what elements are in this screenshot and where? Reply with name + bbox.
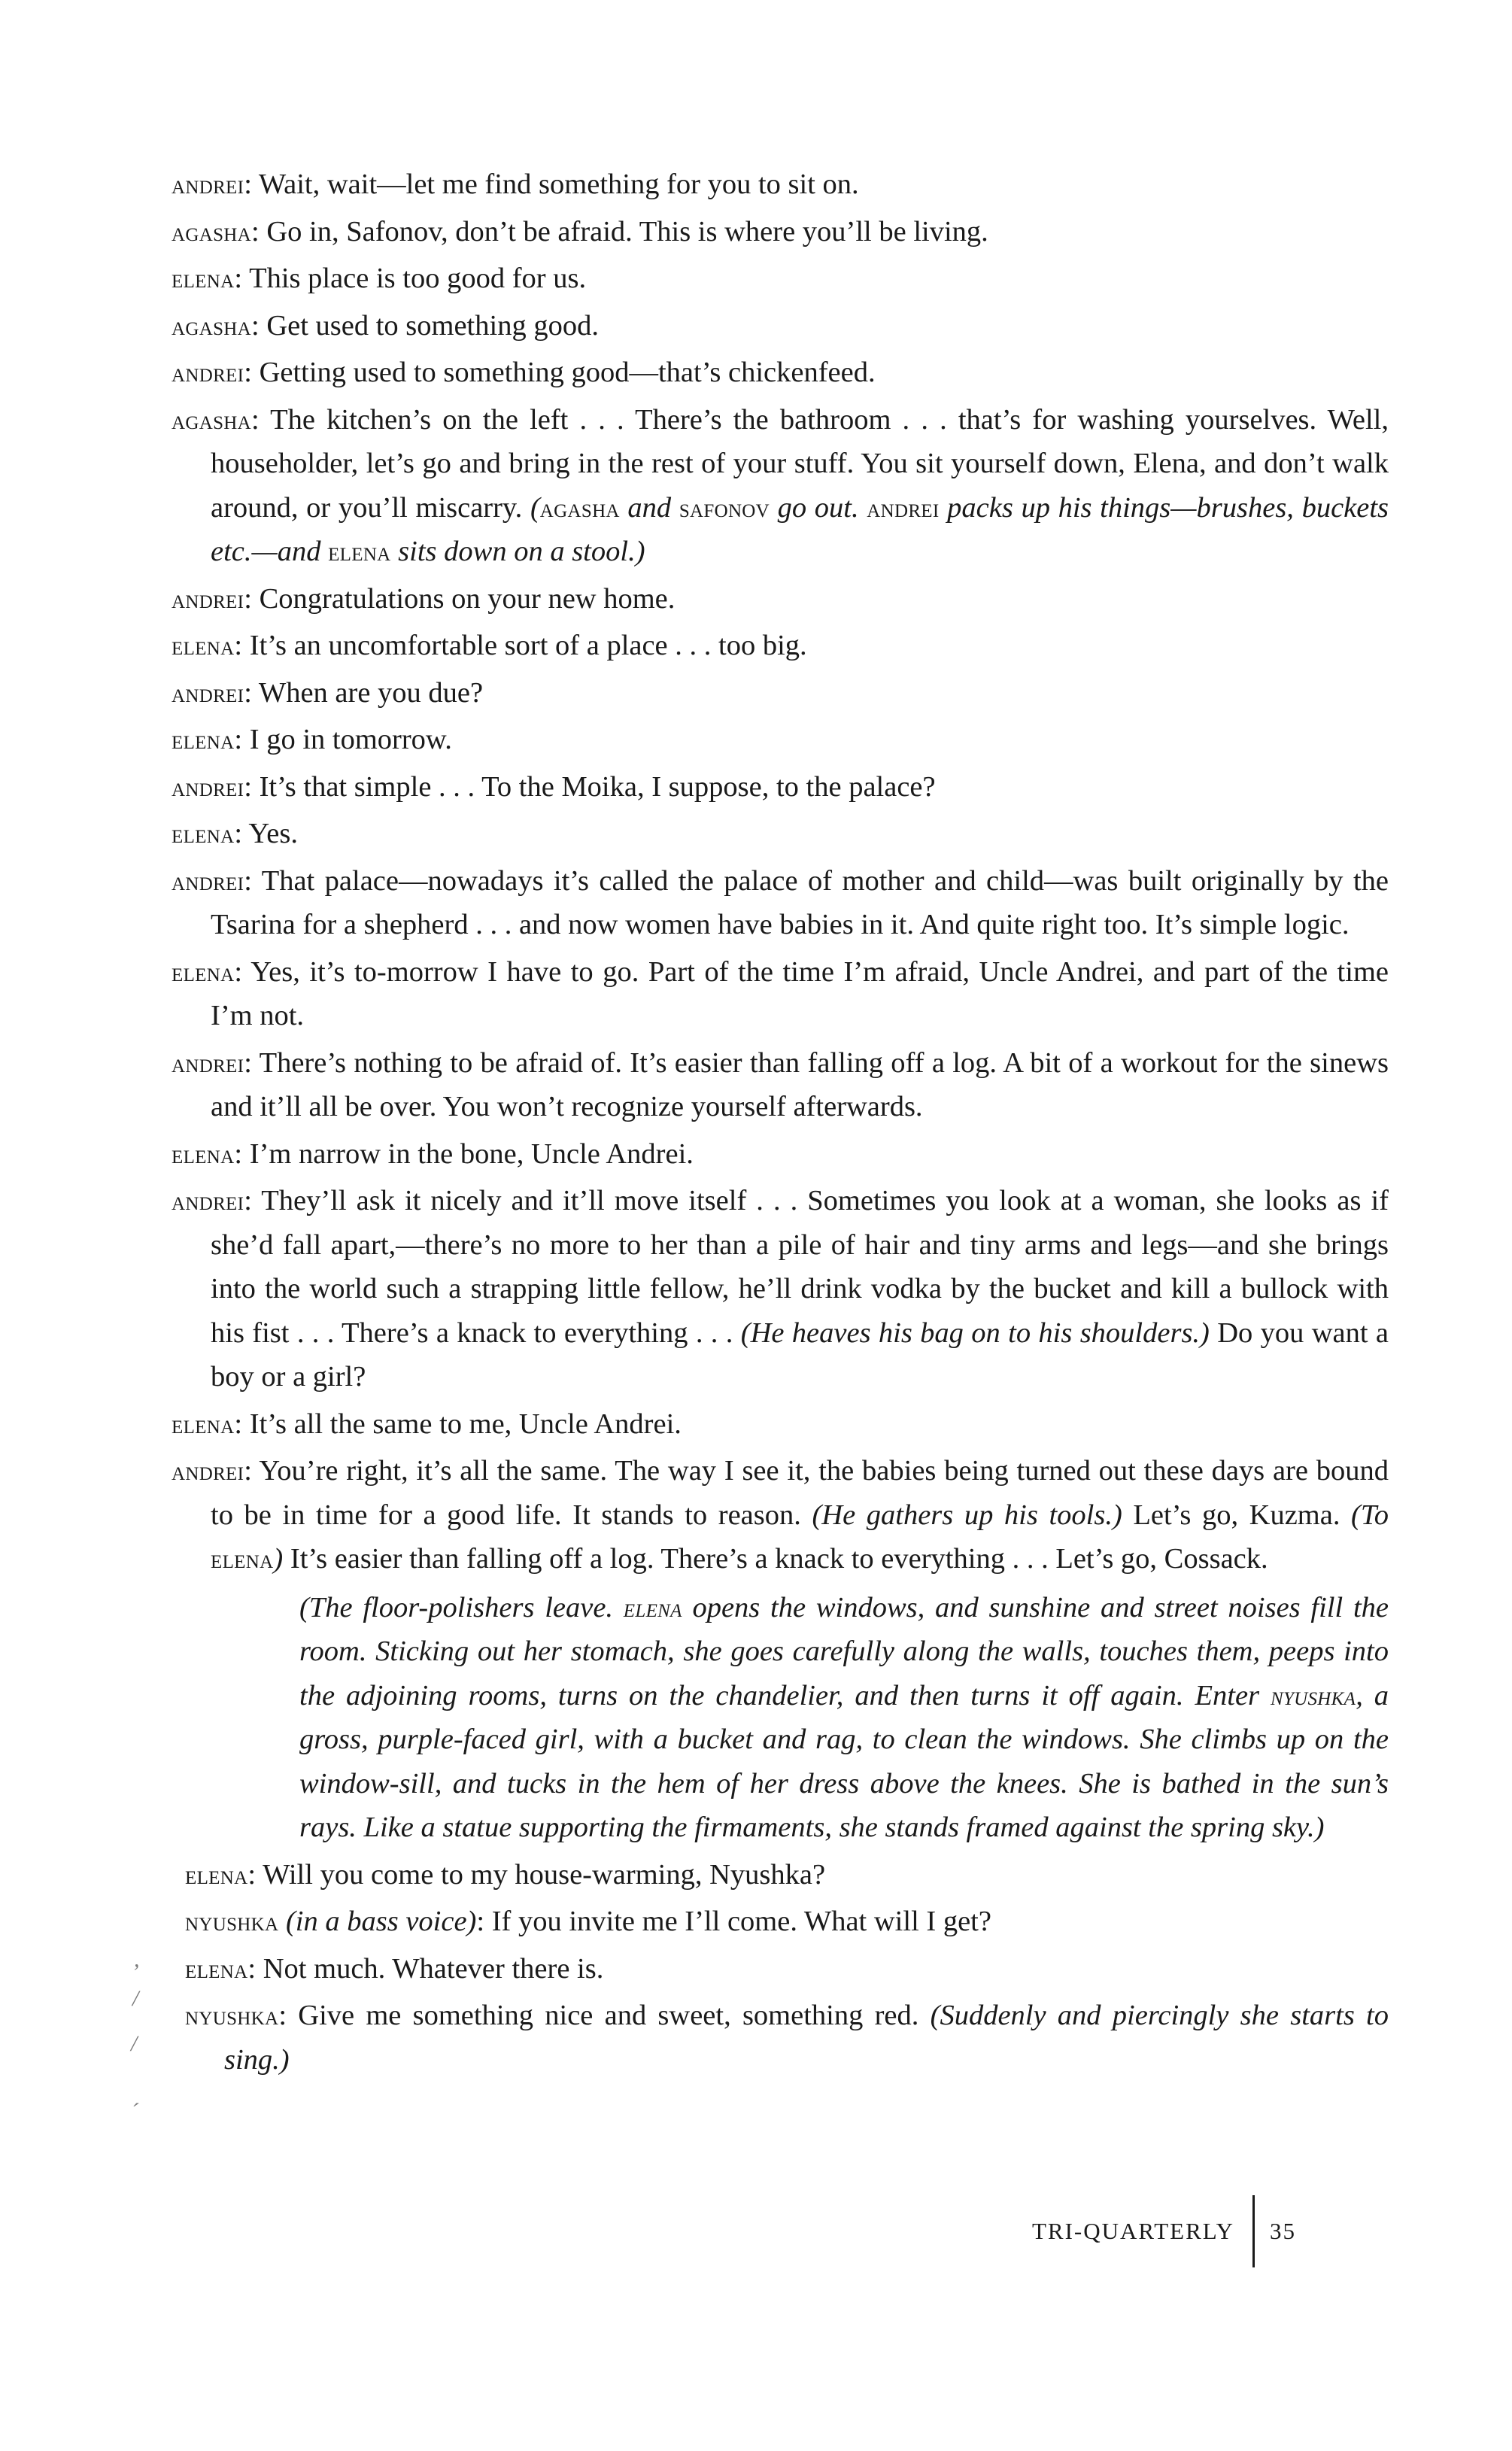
speaker-name: agasha [172, 404, 251, 435]
dialogue-text: It’s an uncomfortable sort of a place . . . too big. [249, 630, 807, 661]
stage-direction-text: sits down on a stool.) [390, 536, 645, 567]
character-name: safonov [679, 492, 770, 523]
margin-mark: / [132, 1986, 139, 2011]
dialogue-text: You’re right, it’s all the same. The way I see it, the babies being turned out these days are bound to be in time for a good life. It stands to reason. [211, 1455, 1389, 1531]
dialogue-text: Will you come to my house-warming, Nyushka? [263, 1858, 826, 1891]
dialogue-text: I go in tomorrow. [249, 724, 452, 755]
speaker-name: andrei [172, 169, 244, 199]
dialogue-line: nyushka (in a bass voice): If you invite me I’ll come. What will I get? [185, 1906, 991, 1937]
stage-direction [299, 1586, 1389, 1850]
character-name: nyushka [1270, 1680, 1356, 1711]
speaker-name: andrei [172, 1047, 244, 1078]
dialogue-line: andrei: When are you due? [172, 676, 484, 709]
character-name: elena [211, 1544, 274, 1574]
speaker-name: elena [172, 956, 235, 987]
dialogue-text: Let’s go, Kuzma. [1122, 1499, 1352, 1531]
dialogue-line: andrei: Congratulations on your new home. [172, 582, 676, 615]
dialogue-line: elena: It’s all the same to me, Uncle Andrei. [172, 1408, 682, 1440]
dialogue-text: There’s nothing to be afraid of. It’s easier than falling off a log. A bit of a workout for the sinews and it’ll all be over. You won’t recognize yourself afterwards. [211, 1046, 1389, 1122]
dialogue-line: andrei: You’re right, it’s all the same. The way I see it, the babies being turned out these days are bound to be in time for a good life. It stands to reason. (He gathers up his tools.) Let’s go, Kuzma. (To elena) It’s easier than falling off a log. There’s a knack to everything . . . Let’s go, Cossack. [172, 1455, 1389, 1575]
dialogue-line: andrei: Wait, wait—let me find something for you to sit on. [172, 169, 859, 200]
speaker-name: elena [172, 819, 235, 849]
dialogue-text: That palace—nowadays it’s called the palace of mother and child—was built originally by the Tsarina for a shepherd . . . and now women have babies in it. And quite right too. It’s simple logic. [211, 864, 1389, 940]
dialogue-text: It’s all the same to me, Uncle Andrei. [249, 1408, 682, 1440]
dialogue-line: elena: I go in tomorrow. [172, 724, 452, 755]
speaker-name: elena [172, 1138, 235, 1169]
stage-direction-text: go out. [770, 491, 867, 524]
speaker-name: elena [172, 1408, 235, 1439]
dialogue-text: Give me something nice and sweet, something red. [298, 2000, 931, 2031]
dialogue-line: elena: Will you come to my house-warming, Nyushka? [185, 1858, 826, 1891]
speaker-name: andrei [172, 771, 244, 802]
speaker-name: elena [185, 1859, 248, 1890]
dialogue-text: Getting used to something good—that’s chickenfeed. [259, 357, 876, 388]
speaker-name: andrei [172, 1186, 244, 1216]
speaker-name: elena [185, 1953, 248, 1984]
dialogue-text: Yes. [248, 818, 298, 849]
dialogue-text: Do you want a boy or a girl? [211, 1317, 1389, 1393]
speaker-name: andrei [172, 865, 244, 896]
dialogue-line: agasha: The kitchen’s on the left . . . There’s the bathroom . . . that’s for washing yourselves. Well, householder, let’s go and bring in the rest of your stuff. You sit yourself down, Elena, and don’t walk around, or you’ll miscarry. (agasha and safonov go out. andrei packs up his things—brushes, buckets etc.—and elena sits down on a stool.) [172, 403, 1389, 567]
character-name: andrei [867, 492, 940, 523]
speaker-name: agasha [172, 310, 251, 341]
speaker-note: (in a bass voice) [285, 1906, 477, 1937]
play-text [172, 162, 1389, 2085]
dialogue-line: andrei: They’ll ask it nicely and it’ll move itself . . . Sometimes you look at a woman, she looks as if she’d fall apart,—there’s no more to her than a pile of hair and tiny arms and legs—and she brings into the world such a strapping little fellow, he’ll drink vodka by the bucket and kill a bullock with his fist . . . There’s a knack to everything . . . (He heaves his bag on to his shoulders.) Do you want a boy or a girl? [172, 1185, 1389, 1393]
character-name: elena [328, 536, 391, 566]
dialogue-text: Wait, wait—let me find something for you to sit on. [258, 169, 859, 200]
dialogue-text: When are you due? [258, 676, 484, 709]
character-name: agasha [539, 492, 620, 523]
stage-direction-text: packs up his things—brushes, buckets etc.—and [211, 491, 1389, 567]
dialogue-line: elena: Yes. [172, 818, 298, 849]
dialogue-text: Not much. Whatever there is. [263, 1952, 604, 1985]
speaker-name: andrei [172, 583, 244, 614]
dialogue-line: elena: Yes, it’s to-morrow I have to go. Part of the time I’m afraid, Uncle Andrei, and part of the time I’m not. [172, 955, 1389, 1031]
speaker-name: agasha [172, 216, 251, 247]
dialogue-text: It’s easier than falling off a log. There’s a knack to everything . . . Let’s go, Cossack. [283, 1543, 1268, 1575]
dialogue-line: andrei: It’s that simple . . . To the Moika, I suppose, to the palace? [172, 770, 936, 803]
stage-direction-text: (He heaves his bag on to his shoulders.) [740, 1317, 1210, 1349]
speaker-name: nyushka [185, 2000, 279, 2030]
stage-direction-text: (Suddenly and piercingly she starts to sing.) [224, 2000, 1389, 2076]
dialogue-text: I’m narrow in the bone, Uncle Andrei. [249, 1137, 694, 1170]
dialogue-line: elena: This place is too good for us. [172, 263, 587, 294]
dialogue-text: This place is too good for us. [249, 263, 587, 294]
dialogue-text: , a gross, purple-faced girl, with a bucket and rag, to clean the windows. She climbs up on the window-sill, and tucks in the hem of her dress above the knees. She is bathed in the sun’s rays. Like a statue supporting the firmaments, she stands framed against the spring sky.) [299, 1679, 1389, 1843]
dialogue-text: The kitchen’s on the left . . . There’s the bathroom . . . that’s for washing yourselves. Well, householder, let’s go and bring in the rest of your stuff. You sit yourself down, Elena, and don’t walk around, or you’ll miscarry. [211, 403, 1389, 524]
stage-direction-text: ) [273, 1543, 284, 1575]
dialogue-text: If you invite me I’ll come. What will I get? [491, 1906, 991, 1937]
stage-direction-text: ( [530, 491, 540, 524]
margin-mark: , [134, 1947, 140, 1972]
margin-mark: ´ [131, 2099, 138, 2124]
speaker-name: elena [172, 724, 235, 755]
dialogue-text: Yes, it’s to-morrow I have to go. Part of the time I’m afraid, Uncle Andrei, and part of the time I’m not. [211, 955, 1389, 1031]
stage-direction-text: (He gathers up his tools.) [812, 1499, 1122, 1531]
dialogue-text: They’ll ask it nicely and it’ll move itself . . . Sometimes you look at a woman, she looks as if she’d fall apart,—there’s no more to her than a pile of hair and tiny arms and legs—and she brings into the world such a strapping little fellow, he’ll drink vodka by the bucket and kill a bullock with his fist . . . There’s a knack to everything . . . [211, 1185, 1389, 1349]
dialogue-line: andrei: Getting used to something good—that’s chickenfeed. [172, 357, 876, 388]
stage-direction-text: (To [1351, 1499, 1389, 1531]
dialogue-line: elena: Not much. Whatever there is. [185, 1952, 604, 1985]
dialogue-text: Get used to something good. [266, 309, 599, 342]
dialogue-line: agasha: Get used to something good. [172, 309, 599, 342]
running-footer [1032, 2209, 1296, 2254]
character-name: elena [623, 1592, 682, 1623]
dialogue-line: elena: I’m narrow in the bone, Uncle Andrei. [172, 1137, 694, 1170]
margin-mark: / [131, 2031, 138, 2056]
page-number: 35 [1270, 2218, 1297, 2244]
dialogue-text: (The floor-polishers leave. [299, 1591, 624, 1623]
dialogue-text: It’s that simple . . . To the Moika, I suppose, to the palace? [259, 770, 936, 803]
footer-divider [1252, 2195, 1255, 2267]
speaker-name: andrei [172, 677, 244, 708]
dialogue-text: Congratulations on your new home. [259, 582, 676, 615]
dialogue-line: elena: It’s an uncomfortable sort of a place . . . too big. [172, 630, 807, 661]
speaker-name: elena [172, 630, 235, 661]
dialogue-text: Go in, Safonov, don’t be afraid. This is where you’ll be living. [266, 215, 988, 248]
speaker-name: elena [172, 263, 235, 293]
dialogue-line: andrei: There’s nothing to be afraid of. It’s easier than falling off a log. A bit of a workout for the sinews and it’ll all be over. You won’t recognize yourself afterwards. [172, 1046, 1389, 1122]
speaker-name: andrei [172, 1456, 244, 1486]
dialogue-line: andrei: That palace—nowadays it’s called the palace of mother and child—was built originally by the Tsarina for a shepherd . . . and now women have babies in it. And quite right too. It’s simple logic. [172, 864, 1389, 940]
journal-name: TRI-QUARTERLY [1032, 2218, 1235, 2244]
stage-direction-text: and [619, 491, 679, 524]
dialogue-text: opens the windows, and sunshine and street noises fill the room. Sticking out her stomach, she goes carefully along the walls, touches them, peeps into the adjoining rooms, turns on the chandelier, and then turns it off again. Enter [299, 1591, 1389, 1711]
dialogue-line: nyushka: Give me something nice and sweet, something red. (Suddenly and piercingly she starts to sing.) [185, 2000, 1389, 2076]
speaker-name: andrei [172, 357, 244, 387]
dialogue-line: agasha: Go in, Safonov, don’t be afraid. This is where you’ll be living. [172, 215, 988, 248]
speaker-name: nyushka [185, 1906, 279, 1936]
